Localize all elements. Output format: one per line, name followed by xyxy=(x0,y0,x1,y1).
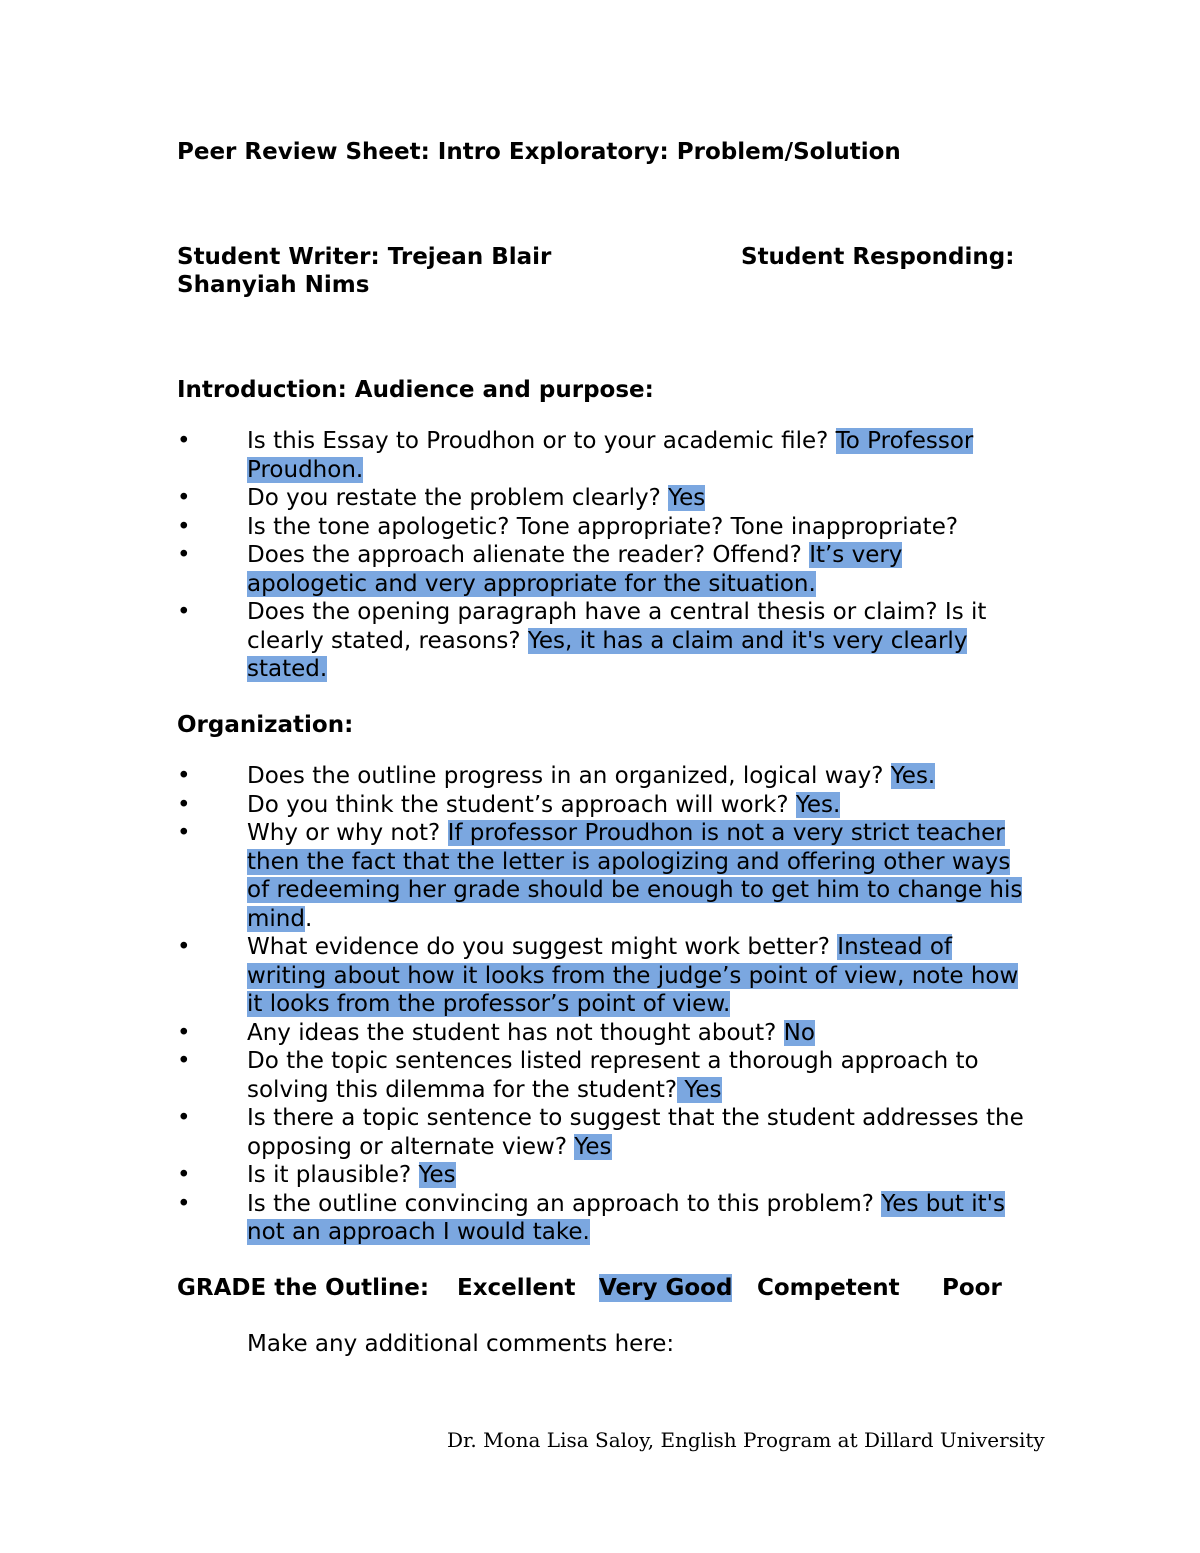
bullet-icon: • xyxy=(177,934,191,960)
question-item xyxy=(177,819,1027,933)
question-text: Does the approach alienate the reader? Offend? xyxy=(247,542,810,568)
student-info xyxy=(177,243,1027,300)
grade-label: GRADE the Outline: xyxy=(177,1274,430,1301)
question-item xyxy=(177,513,1027,542)
answer-highlight: No xyxy=(783,1019,815,1046)
question-text: Is there a topic sentence to suggest that the student addresses the opposing or alternate view? xyxy=(247,1105,1024,1160)
question-item xyxy=(177,1047,1027,1104)
grade-option-competent: Competent xyxy=(757,1274,900,1301)
answer-highlight: Yes. xyxy=(795,791,841,818)
bullet-icon: • xyxy=(177,1105,191,1131)
question-item xyxy=(177,541,1027,598)
question-item xyxy=(177,1019,1027,1048)
question-text: Is the outline convincing an approach to this problem? xyxy=(247,1190,882,1217)
grade-option-very-good: Very Good xyxy=(599,1274,733,1301)
question-item xyxy=(177,598,1027,684)
answer-highlight: Yes xyxy=(574,1133,612,1160)
answer-highlight: To Professor Proudhon. xyxy=(247,428,974,483)
bullet-icon: • xyxy=(177,1048,191,1074)
answer-highlight: Yes xyxy=(677,1076,722,1103)
bullet-icon: • xyxy=(177,542,191,568)
question-item xyxy=(177,1190,1027,1247)
question-text: Is this Essay to Proudhon or to your academic file? xyxy=(247,428,836,454)
student-responding-name: Shanyiah Nims xyxy=(177,272,370,298)
bullet-icon: • xyxy=(177,599,191,625)
student-responding-label: Student Responding: xyxy=(741,243,1015,270)
question-item xyxy=(177,762,1027,791)
question-text: Do you restate the problem clearly? xyxy=(247,485,669,511)
bullet-icon: • xyxy=(177,1162,191,1188)
bullet-icon: • xyxy=(177,1190,191,1217)
bullet-icon: • xyxy=(177,820,191,846)
answer-highlight: Yes xyxy=(418,1162,456,1188)
introduction-question-list xyxy=(177,427,1027,684)
question-text: Is it plausible? xyxy=(247,1162,419,1188)
page-title: Peer Review Sheet: Intro Exploratory: Problem/Solution xyxy=(177,139,901,165)
document-body xyxy=(177,138,1027,1358)
answer-highlight: Yes xyxy=(668,485,706,511)
answer-highlight: Instead of writing about how it looks from the judge’s point of view, note how it looks from the professor’s point of view. xyxy=(247,934,1019,1017)
question-item xyxy=(177,427,1027,484)
bullet-icon: • xyxy=(177,428,191,454)
question-text: Is the tone apologetic? Tone appropriate? Tone inappropriate? xyxy=(247,513,959,540)
question-text: Does the opening paragraph have a central thesis or claim? Is it clearly stated, reasons? xyxy=(247,599,987,654)
question-item xyxy=(177,791,1027,820)
question-text: What evidence do you suggest might work better? xyxy=(247,934,838,960)
answer-highlight: Yes but it's not an approach I would take. xyxy=(247,1190,1005,1245)
bullet-icon: • xyxy=(177,791,191,818)
question-item xyxy=(177,1161,1027,1190)
question-item xyxy=(177,484,1027,513)
question-text: Does the outline progress in an organized, logical way? xyxy=(247,763,891,789)
bullet-icon: • xyxy=(177,1019,191,1046)
section-heading-organization: Organization: xyxy=(177,711,354,738)
section-heading-introduction: Introduction: Audience and purpose: xyxy=(177,376,654,403)
grade-option-excellent: Excellent xyxy=(457,1274,576,1301)
question-text: Do the topic sentences listed represent a thorough approach to solving this dilemma for the student? xyxy=(247,1048,979,1103)
footer-attribution: Dr. Mona Lisa Saloy, English Program at Dillard University xyxy=(447,1428,1045,1452)
answer-highlight: Yes, it has a claim and it's very clearly stated. xyxy=(247,627,968,682)
answer-trailing-text: . xyxy=(304,905,313,932)
grade-line xyxy=(177,1274,1027,1304)
answer-highlight: Yes. xyxy=(890,763,936,789)
student-info-line xyxy=(177,243,1027,272)
answer-highlight: It’s very apologetic and very appropriate for the situation. xyxy=(247,542,903,597)
bullet-icon: • xyxy=(177,513,191,540)
comments-prompt: Make any additional comments here: xyxy=(247,1330,675,1357)
question-item xyxy=(177,933,1027,1019)
question-text: Any ideas the student has not thought about? xyxy=(247,1019,784,1046)
bullet-icon: • xyxy=(177,763,191,789)
question-text: Do you think the student’s approach will work? xyxy=(247,791,796,818)
question-item xyxy=(177,1104,1027,1161)
organization-question-list xyxy=(177,762,1027,1247)
question-text: Why or why not? xyxy=(247,820,448,846)
student-writer: Student Writer: Trejean Blair xyxy=(177,243,552,270)
answer-highlight: If professor Proudhon is not a very strict teacher then the fact that the letter is apologizing and offering other ways of redeeming her grade should be enough to get him to change his mind xyxy=(247,820,1023,932)
bullet-icon: • xyxy=(177,485,191,511)
grade-option-poor: Poor xyxy=(942,1274,1002,1301)
